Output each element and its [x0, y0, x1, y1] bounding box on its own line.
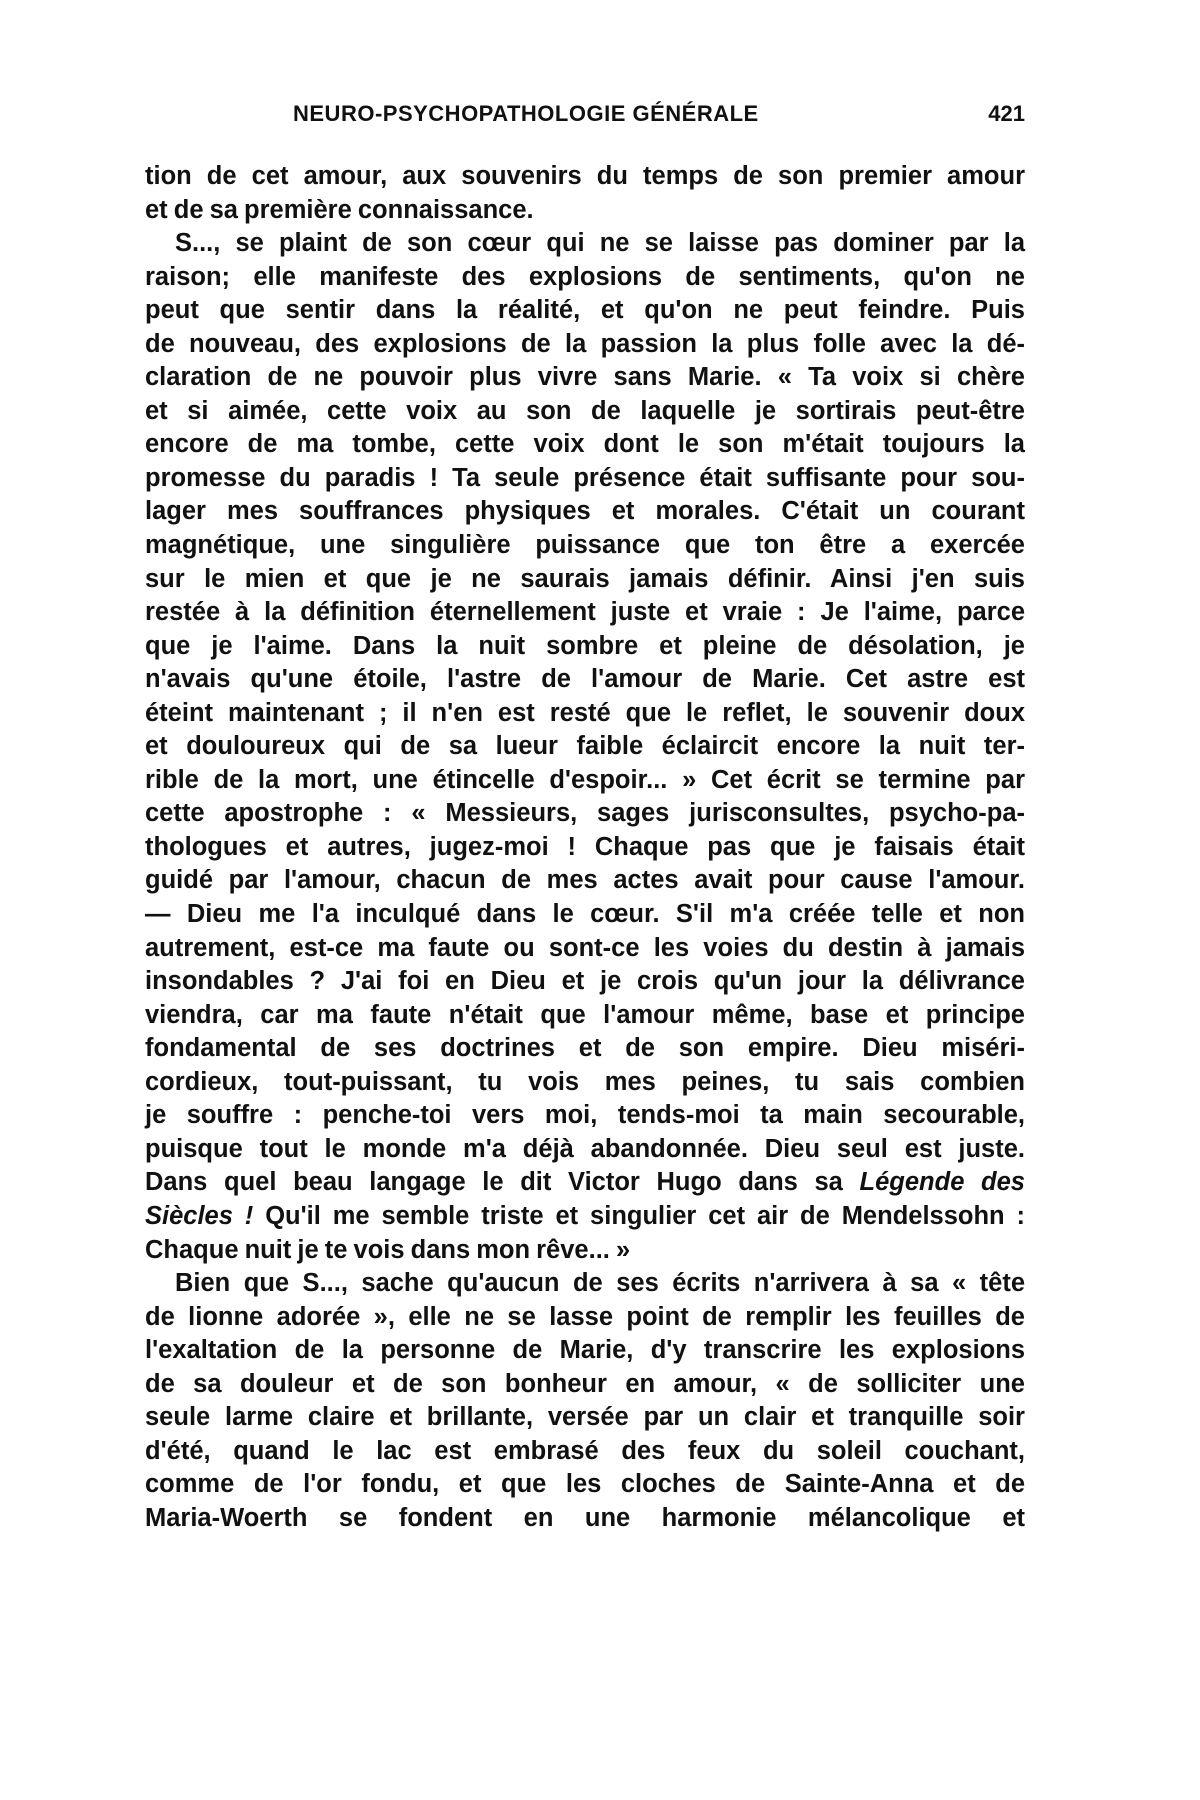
line-text: restée à la définition éternellement juste et vraie : Je l'aime, parce — [145, 598, 1025, 627]
text-line — [145, 1200, 1025, 1234]
text-line — [145, 1066, 1025, 1100]
line-text: lager mes souffrances physiques et morales. C'était un courant — [145, 497, 1025, 526]
text-line — [145, 965, 1025, 999]
text-line — [145, 1368, 1025, 1402]
line-text: et douloureux qui de sa lueur faible éclaircit encore la nuit ter- — [145, 732, 1025, 761]
text-line — [145, 1468, 1025, 1502]
text-line — [145, 1133, 1025, 1167]
text-line — [145, 227, 1025, 261]
line-text: thologues et autres, jugez-moi ! Chaque pas que je faisais était — [145, 832, 1025, 861]
line-text: S..., se plaint de son cœur qui ne se laisse pas dominer par la — [175, 229, 1025, 258]
line-text: cordieux, tout-puissant, tu vois mes peines, tu sais combien — [145, 1067, 1025, 1096]
text-line — [145, 428, 1025, 462]
line-text: magnétique, une singulière puissance que ton être a exercée — [145, 531, 1025, 560]
text-line — [145, 1166, 1025, 1200]
text-line — [145, 831, 1025, 865]
text-line — [145, 1435, 1025, 1469]
line-text: cette apostrophe : « Messieurs, sages jurisconsultes, psycho-pa- — [145, 799, 1025, 828]
line-text: de sa douleur et de son bonheur en amour, « de solliciter une — [145, 1369, 1025, 1398]
text-line — [145, 261, 1025, 295]
text-line — [145, 630, 1025, 664]
line-text: de lionne adorée », elle ne se lasse point de remplir les feuilles de — [145, 1302, 1025, 1331]
text-line — [145, 864, 1025, 898]
line-text: guidé par l'amour, chacun de mes actes avait pour cause l'amour. — [145, 866, 1025, 895]
line-text: puisque tout le monde m'a déjà abandonnée. Dieu seul est juste. — [145, 1134, 1025, 1163]
text-line — [145, 1234, 1025, 1268]
line-text: rible de la mort, une étincelle d'espoir... » Cet écrit se termine par — [145, 765, 1025, 794]
line-text: Bien que S..., sache qu'aucun de ses écrits n'arrivera à sa « tête — [175, 1269, 1025, 1298]
text-line — [145, 797, 1025, 831]
italic-title: Siècles ! — [145, 1201, 254, 1230]
line-text: et si aimée, cette voix au son de laquelle je sortirais peut-être — [145, 396, 1025, 425]
text-line — [145, 1301, 1025, 1335]
line-text: Qu'il me semble triste et singulier cet air de Mendelssohn : — [253, 1201, 1026, 1230]
text-line — [145, 999, 1025, 1033]
line-text: viendra, car ma faute n'était que l'amour même, base et principe — [145, 1000, 1025, 1029]
page-header — [145, 101, 1025, 135]
line-text: sur le mien et que je ne saurais jamais définir. Ainsi j'en suis — [145, 564, 1025, 593]
text-line — [145, 563, 1025, 597]
text-line — [145, 529, 1025, 563]
line-text: éteint maintenant ; il n'en est resté que le reflet, le souvenir doux — [145, 698, 1025, 727]
page-number: 421 — [988, 101, 1025, 126]
line-text: seule larme claire et brillante, versée par un clair et tranquille soir — [145, 1403, 1025, 1432]
line-text: promesse du paradis ! Ta seule présence était suffisante pour sou- — [145, 463, 1025, 492]
line-text: l'exaltation de la personne de Marie, d'y transcrire les explosions — [145, 1336, 1025, 1365]
line-text: Maria-Woerth se fondent en une harmonie mélancolique et — [145, 1503, 1025, 1532]
text-line — [145, 395, 1025, 429]
text-line — [145, 194, 1025, 228]
line-text: et de sa première connaissance. — [145, 195, 534, 224]
line-text: je souffre : penche-toi vers moi, tends-moi ta main secourable, — [145, 1101, 1025, 1130]
text-line — [145, 663, 1025, 697]
line-text: Dans quel beau langage le dit Victor Hugo dans sa — [145, 1168, 860, 1197]
line-text: n'avais qu'une étoile, l'astre de l'amour de Marie. Cet astre est — [145, 665, 1025, 694]
line-text: insondables ? J'ai foi en Dieu et je crois qu'un jour la délivrance — [145, 967, 1025, 996]
text-line — [145, 1032, 1025, 1066]
line-text: fondamental de ses doctrines et de son empire. Dieu miséri- — [145, 1034, 1025, 1063]
line-text: de nouveau, des explosions de la passion la plus folle avec la dé- — [145, 329, 1025, 358]
text-line — [145, 328, 1025, 362]
line-text: comme de l'or fondu, et que les cloches de Sainte-Anna et de — [145, 1470, 1025, 1499]
italic-title: Légende des — [859, 1168, 1025, 1197]
text-line — [145, 462, 1025, 496]
line-text: Chaque nuit je te vois dans mon rêve... » — [145, 1235, 631, 1264]
line-text: autrement, est-ce ma faute ou sont-ce les voies du destin à jamais — [145, 933, 1025, 962]
text-line — [145, 1502, 1025, 1536]
text-line — [145, 495, 1025, 529]
line-text: raison; elle manifeste des explosions de sentiments, qu'on ne — [145, 262, 1025, 291]
text-line — [145, 697, 1025, 731]
text-line — [145, 932, 1025, 966]
text-line — [145, 1401, 1025, 1435]
line-text: — Dieu me l'a inculqué dans le cœur. S'il m'a créée telle et non — [145, 900, 1025, 929]
text-line — [145, 1267, 1025, 1301]
text-line — [145, 361, 1025, 395]
text-line — [145, 596, 1025, 630]
text-line — [145, 1334, 1025, 1368]
text-line — [145, 160, 1025, 194]
text-line — [145, 764, 1025, 798]
body-text — [145, 160, 1025, 1535]
line-text: d'été, quand le lac est embrasé des feux du soleil couchant, — [145, 1436, 1025, 1465]
text-line — [145, 730, 1025, 764]
running-title: NEURO-PSYCHOPATHOLOGIE GÉNÉRALE — [293, 101, 759, 126]
text-line — [145, 294, 1025, 328]
text-line — [145, 898, 1025, 932]
line-text: tion de cet amour, aux souvenirs du temps de son premier amour — [145, 162, 1025, 190]
line-text: peut que sentir dans la réalité, et qu'on ne peut feindre. Puis — [145, 296, 1025, 325]
line-text: claration de ne pouvoir plus vivre sans Marie. « Ta voix si chère — [145, 363, 1025, 392]
line-text: encore de ma tombe, cette voix dont le son m'était toujours la — [145, 430, 1025, 459]
line-text: que je l'aime. Dans la nuit sombre et pleine de désolation, je — [145, 631, 1025, 660]
text-line — [145, 1099, 1025, 1133]
